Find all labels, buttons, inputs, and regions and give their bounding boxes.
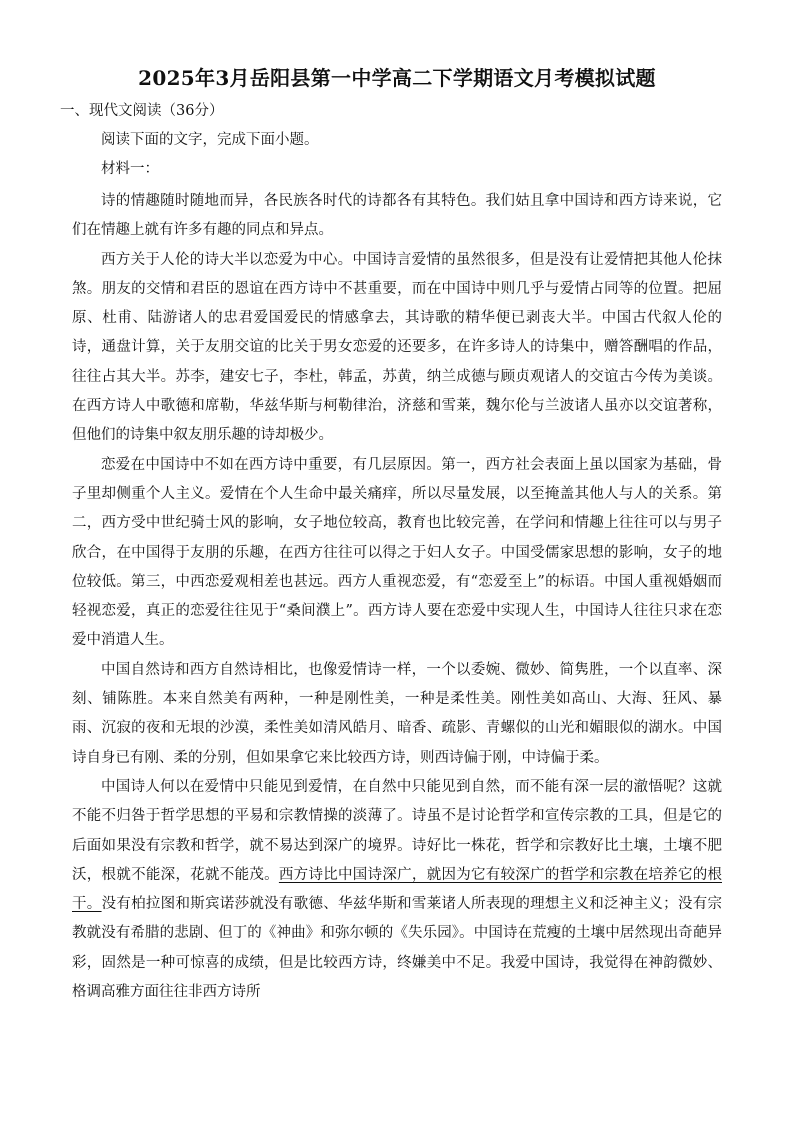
paragraph: 西方关于人伦的诗大半以恋爱为中心。中国诗言爱情的虽然很多，但是没有让爱情把其他人伦抹煞。朋友的交情和君臣的恩谊在西方诗中不甚重要，而在中国诗中则几乎与爱情占同等的位置。把屈原、杜甫、陆游诸人的忠君爱国爱民的情感拿去，其诗歌的精华便已剥丧大半。中国古代叙人伦的诗，通盘计算，关于友朋交谊的比关于男女恋爱的还要多，在许多诗人的诗集中，赠答酬唱的作品，往往占其大半。苏李，建安七子，李杜，韩孟，苏黄，纳兰成德与顾贞观诸人的交谊古今传为美谈。在西方诗人中歌德和席勒，华兹华斯与柯勒律治，济慈和雪莱，魏尔伦与兰波诸人虽亦以交谊著称，但他们的诗集中叙友朋乐趣的诗却极少。: [72, 251, 722, 444]
document-page: [60, 64, 723, 1007]
paragraph: 诗的情趣随时随地而异，各民族各时代的诗都各有其特色。我们姑且拿中国诗和西方诗来说，它们在情趣上就有许多有趣的同点和异点。: [72, 193, 722, 239]
paragraph-text: 没有柏拉图和斯宾诺莎就没有歌德、华兹华斯和雪莱诸人所表现的理想主义和泛神主义；没有宗教就没有希腊的悲剧、但丁的《神曲》和弥尔顿的《失乐园》。中国诗在荒瘦的土壤中居然现出奇葩异彩，固然是一种可惊喜的成绩，但是比较西方诗，终嫌美中不足。我爱中国诗，我觉得在神韵微妙、格调高雅方面往往非西方诗所: [72, 896, 723, 1001]
paragraph: 中国自然诗和西方自然诗相比，也像爱情诗一样，一个以委婉、微妙、简隽胜，一个以直率、深刻、铺陈胜。本来自然美有两种，一种是刚性美，一种是柔性美。刚性美如高山、大海、狂风、暴雨、沉寂的夜和无垠的沙漠，柔性美如清风皓月、暗香、疏影、青螺似的山光和媚眼似的湖水。中国诗自身已有刚、柔的分别，但如果拿它来比较西方诗，则西诗偏于刚，中诗偏于柔。: [72, 661, 722, 766]
paragraph-text: 中国诗人何以在爱情中只能见到爱情，在自然中只能见到自然，而不能有深一层的澈悟呢？这就不能不归咎于哲学思想的平易和宗教情操的淡薄了。诗虽不是讨论哲学和宣传宗教的工具，但是它的后面如果没有宗教和哲学，就不易达到深广的境界。诗好比一株花，哲学和宗教好比土壤，土壤不肥沃，根就不能深，花就不能茂。: [72, 778, 722, 883]
paragraph: 恋爱在中国诗中不如在西方诗中重要，有几层原因。第一，西方社会表面上虽以国家为基础，骨子里却侧重个人主义。爱情在个人生命中最关痛痒，所以尽量发展，以至掩盖其他人与人的关系。第二，西方受中世纪骑士风的影响，女子地位较高，教育也比较完善，在学问和情趣上往往可以与男子欣合，在中国得于友朋的乐趣，在西方往往可以得之于妇人女子。中国受儒家思想的影响，女子的地位较低。第三，中西恋爱观相差也甚远。西方人重视恋爱，有“恋爱至上”的标语。中国人重视婚姻而轻视恋爱，真正的恋爱往往见于“桑间濮上”。西方诗人要在恋爱中实现人生，中国诗人往往只求在恋爱中消遣人生。: [72, 456, 722, 649]
section-heading: 一、现代文阅读（36分）: [60, 103, 224, 119]
material-label: 材料一：: [101, 161, 159, 177]
paragraph-with-underline: [72, 773, 722, 1007]
page-title: 2025年3月岳阳县第一中学高二下学期语文月考模拟试题: [138, 66, 656, 90]
underlined-sentence: 西方诗比中国诗深广，就因为它有较深广的哲学和宗教在培养它的根干。: [72, 866, 722, 913]
instruction-text: 阅读下面的文字，完成下面小题。: [101, 132, 319, 148]
